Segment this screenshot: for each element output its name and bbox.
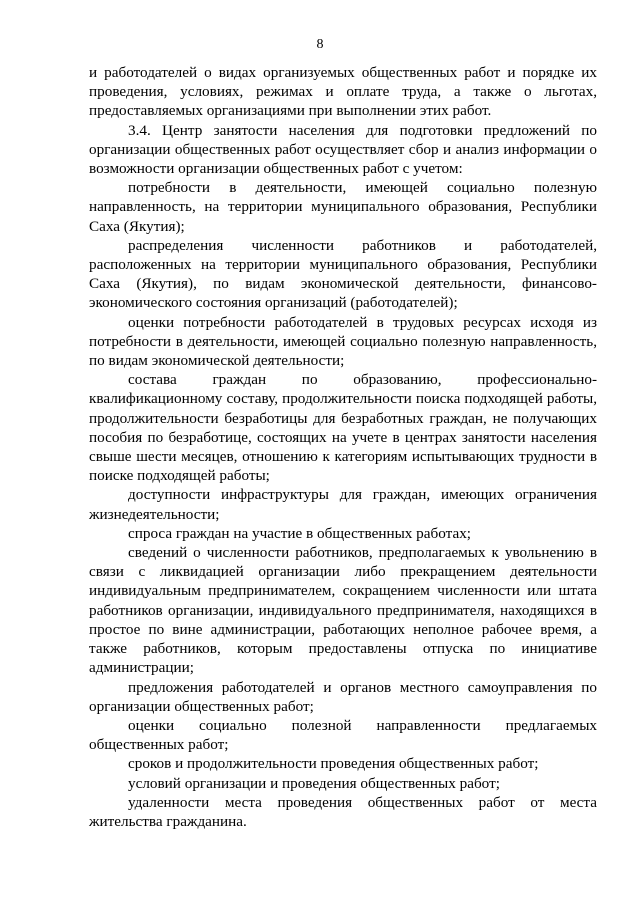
- list-item: доступности инфраструктуры для граждан, имеющих ограничения жизнедеятельности;: [89, 486, 597, 523]
- page-number: 8: [316, 37, 324, 52]
- list-item: условий организации и проведения общественных работ;: [128, 774, 500, 792]
- document-body: [89, 63, 597, 831]
- paragraph-clause-3-4: 3.4. Центр занятости населения для подготовки предложений по организации общественных работ осуществляет сбор и анализ информации о возможности организации общественных работ с учетом:: [89, 121, 597, 178]
- list-item: распределения численности работников и работодателей, расположенных на территории муниципального образования, Республики Саха (Якутия), по видам экономической деятельности, финансово-экономического состояния организаций (работодателей);: [89, 236, 597, 312]
- list-item: сроков и продолжительности проведения общественных работ;: [128, 755, 539, 773]
- list-item: потребности в деятельности, имеющей социально полезную направленность, на территории муниципального образования, Республики Саха (Якутия);: [89, 179, 597, 235]
- list-item: оценки потребности работодателей в трудовых ресурсах исходя из потребности в деятельности, имеющей социально полезную направленность, по видам экономической деятельности;: [89, 313, 597, 370]
- list-item: предложения работодателей и органов местного самоуправления по организации общественных работ;: [89, 678, 597, 715]
- list-item: состава граждан по образованию, профессионально-квалификационному составу, продолжительности поиска подходящей работы, продолжительности безработицы для безработных граждан, не получающих пособия по безработице, состоящих на учете в центрах занятости населения свыше шести месяцев, отношению к категориям испытывающих трудности в поиске подходящей работы;: [89, 371, 597, 485]
- list-item: оценки социально полезной направленности предлагаемых общественных работ;: [89, 716, 597, 754]
- list-item: спроса граждан на участие в общественных работах;: [128, 524, 472, 542]
- list-item: удаленности места проведения общественных работ от места жительства гражданина.: [89, 793, 597, 830]
- list-item: сведений о численности работников, предполагаемых к увольнению в связи с ликвидацией организации либо прекращением деятельности индивидуальным предпринимателем, сокращением численности или штата работников организации, индивидуального предпринимателя, находящихся в простое по вине администрации, работающих неполное рабочее время, а также работников, которым предоставлены отпуска по инициативе администрации;: [89, 544, 597, 677]
- paragraph-continuation: и работодателей о видах организуемых общественных работ и порядке их проведения, условиях, режимах и оплате труда, а также о льготах, предоставляемых организациями при выполнении этих работ.: [89, 64, 597, 120]
